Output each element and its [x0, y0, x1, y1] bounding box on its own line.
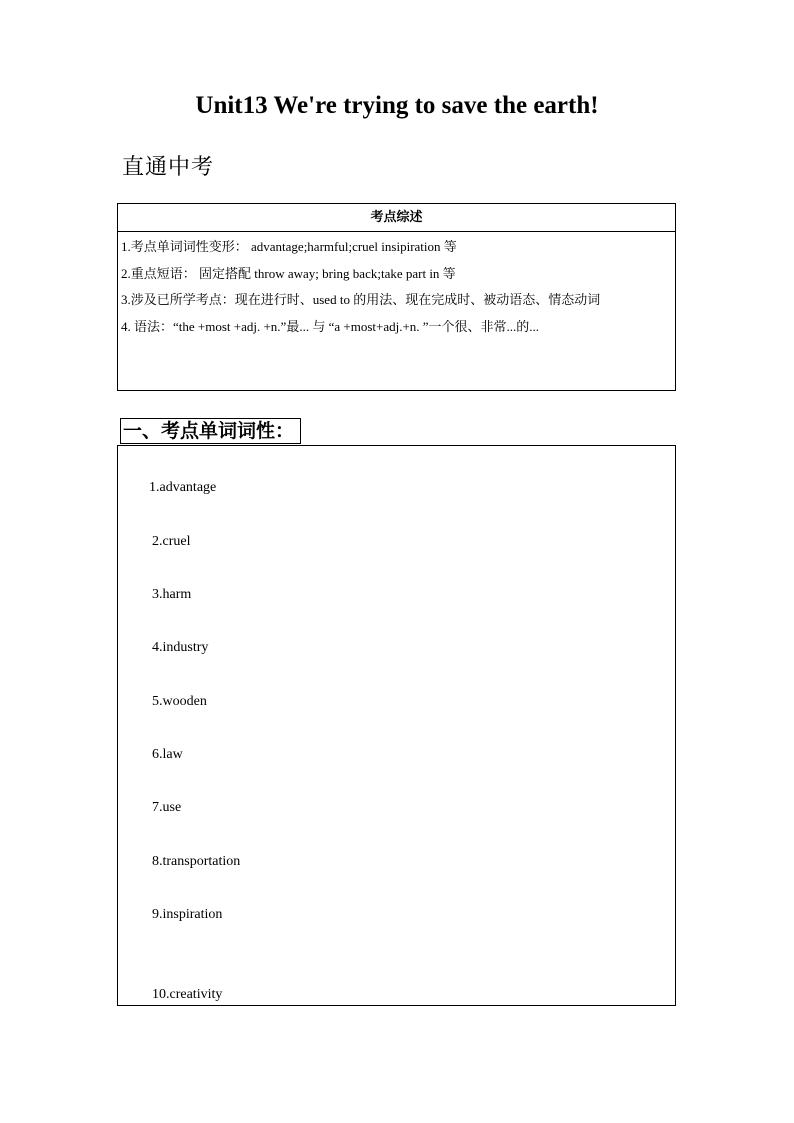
- word-item-5: 5.wooden: [152, 694, 207, 709]
- summary-line-3: 3.涉及已所学考点：现在进行时、used to 的用法、现在完成时、被动语态、情态动词: [121, 292, 601, 307]
- word-item-3: 3.harm: [152, 587, 192, 602]
- word-item-4: 4.industry: [152, 640, 209, 655]
- summary-table: [117, 203, 676, 391]
- page-title: Unit13 We're trying to save the earth!: [195, 92, 599, 119]
- word-item-10: 10.creativity: [152, 987, 223, 1002]
- word-section-label: 一、考点单词词性：: [120, 418, 301, 444]
- word-item-8: 8.transportation: [152, 854, 241, 869]
- summary-line-1: 1.考点单词词性变形： advantage;harmful;cruel insipiration 等: [121, 239, 457, 254]
- word-item-9: 9.inspiration: [152, 907, 223, 922]
- word-item-1: 1.advantage: [149, 480, 217, 495]
- summary-line-4: 4. 语法：“the +most +adj. +n.”最... 与 “a +most+adj.+n. ”一个很、非常...的...: [121, 318, 540, 334]
- word-item-6: 6.law: [152, 747, 183, 762]
- summary-line-2: 2.重点短语： 固定搭配 throw away; bring back;take part in 等: [121, 265, 456, 281]
- word-item-7: 7.use: [152, 800, 182, 815]
- section-subtitle: 直通中考: [122, 155, 215, 180]
- summary-lines: [118, 232, 675, 340]
- word-item-2: 2.cruel: [152, 534, 191, 549]
- summary-heading: 考点综述: [118, 204, 675, 232]
- word-list-box: [117, 445, 676, 1006]
